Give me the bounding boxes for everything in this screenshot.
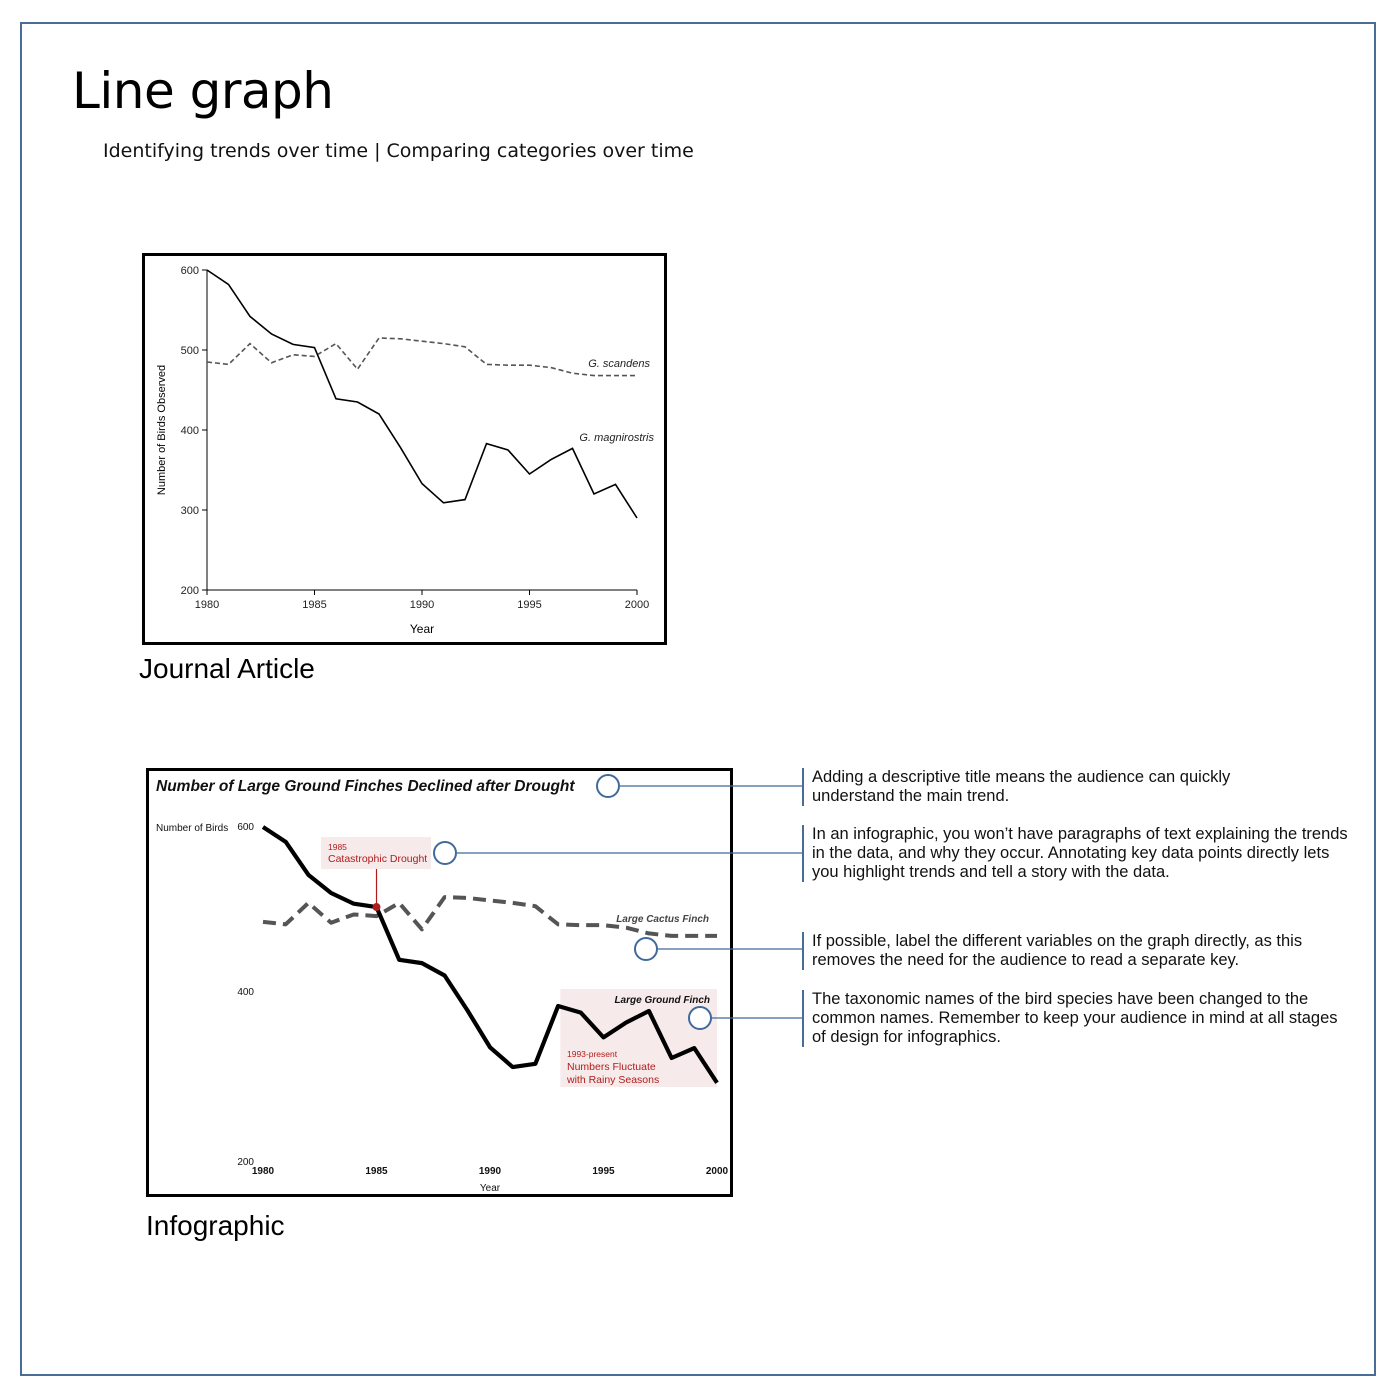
series-label-magnirostris: G. magnirostris xyxy=(579,432,654,444)
annotation-direct-labels: If possible, label the different variables on the graph directly, as this removes the need for the audience to read a separate key. xyxy=(802,932,1357,970)
x-axis-label: Year xyxy=(409,622,435,636)
y-tick-label: 600 xyxy=(180,265,199,277)
y-axis-label: Number of Birds xyxy=(156,823,229,834)
y-tick-label: 400 xyxy=(237,987,254,998)
annotation-title: Adding a descriptive title means the audience can quickly understand the main trend. xyxy=(802,768,1282,806)
x-tick-label: 2000 xyxy=(624,599,650,611)
series-label-large-cactus-finch: Large Cactus Finch xyxy=(616,914,709,925)
x-tick-label: 1980 xyxy=(251,1166,275,1177)
callout-circle-title xyxy=(597,775,619,797)
annotation-key-points: In an infographic, you won’t have paragraphs of text explaining the trends in the data, and why they occur. Annotating key data points directly lets you highlight trends and tell a story with the data. xyxy=(802,825,1352,882)
chart-title: Number of Large Ground Finches Declined after Drought xyxy=(156,778,575,795)
page-title: Line graph xyxy=(72,62,334,120)
x-tick-label: 1995 xyxy=(592,1166,615,1177)
series-label-scandens: G. scandens xyxy=(588,358,650,370)
y-axis-label: Number of Birds Observed xyxy=(156,364,168,496)
y-tick-label: 600 xyxy=(237,822,254,833)
fluctuation-annotation-label: Numbers Fluctuate xyxy=(567,1061,656,1073)
y-tick-label: 500 xyxy=(180,345,199,357)
x-tick-label: 1985 xyxy=(365,1166,388,1177)
drought-annotation-year: 1985 xyxy=(328,842,347,852)
fluctuation-annotation-year: 1993-present xyxy=(567,1049,618,1059)
fluctuation-annotation-label: with Rainy Seasons xyxy=(567,1074,660,1086)
infographic-caption: Infographic xyxy=(146,1210,285,1241)
y-tick-label: 400 xyxy=(180,425,199,437)
x-tick-label: 1980 xyxy=(194,599,220,611)
callout-circle-annotation xyxy=(434,842,456,864)
page-subtitle: Identifying trends over time | Comparing categories over time xyxy=(103,140,694,162)
y-tick-label: 200 xyxy=(237,1157,254,1168)
x-tick-label: 1990 xyxy=(409,599,435,611)
annotation-common-names: The taxonomic names of the bird species have been changed to the common names. Remember to keep your audience in mind at all stages of design for infographics. xyxy=(802,990,1347,1047)
x-tick-label: 1990 xyxy=(478,1166,502,1177)
x-tick-label: 2000 xyxy=(705,1166,729,1177)
x-tick-label: 1985 xyxy=(302,599,327,611)
y-tick-label: 300 xyxy=(180,505,199,517)
drought-annotation-label: Catastrophic Drought xyxy=(328,853,428,865)
y-tick-label: 200 xyxy=(180,585,199,597)
callout-circle-names xyxy=(689,1007,711,1029)
series-label-large-ground-finch: Large Ground Finch xyxy=(614,995,710,1006)
x-tick-label: 1995 xyxy=(517,599,542,611)
x-axis-label: Year xyxy=(479,1183,501,1194)
callout-circle-labels xyxy=(635,938,657,960)
journal-caption: Journal Article xyxy=(139,653,315,684)
